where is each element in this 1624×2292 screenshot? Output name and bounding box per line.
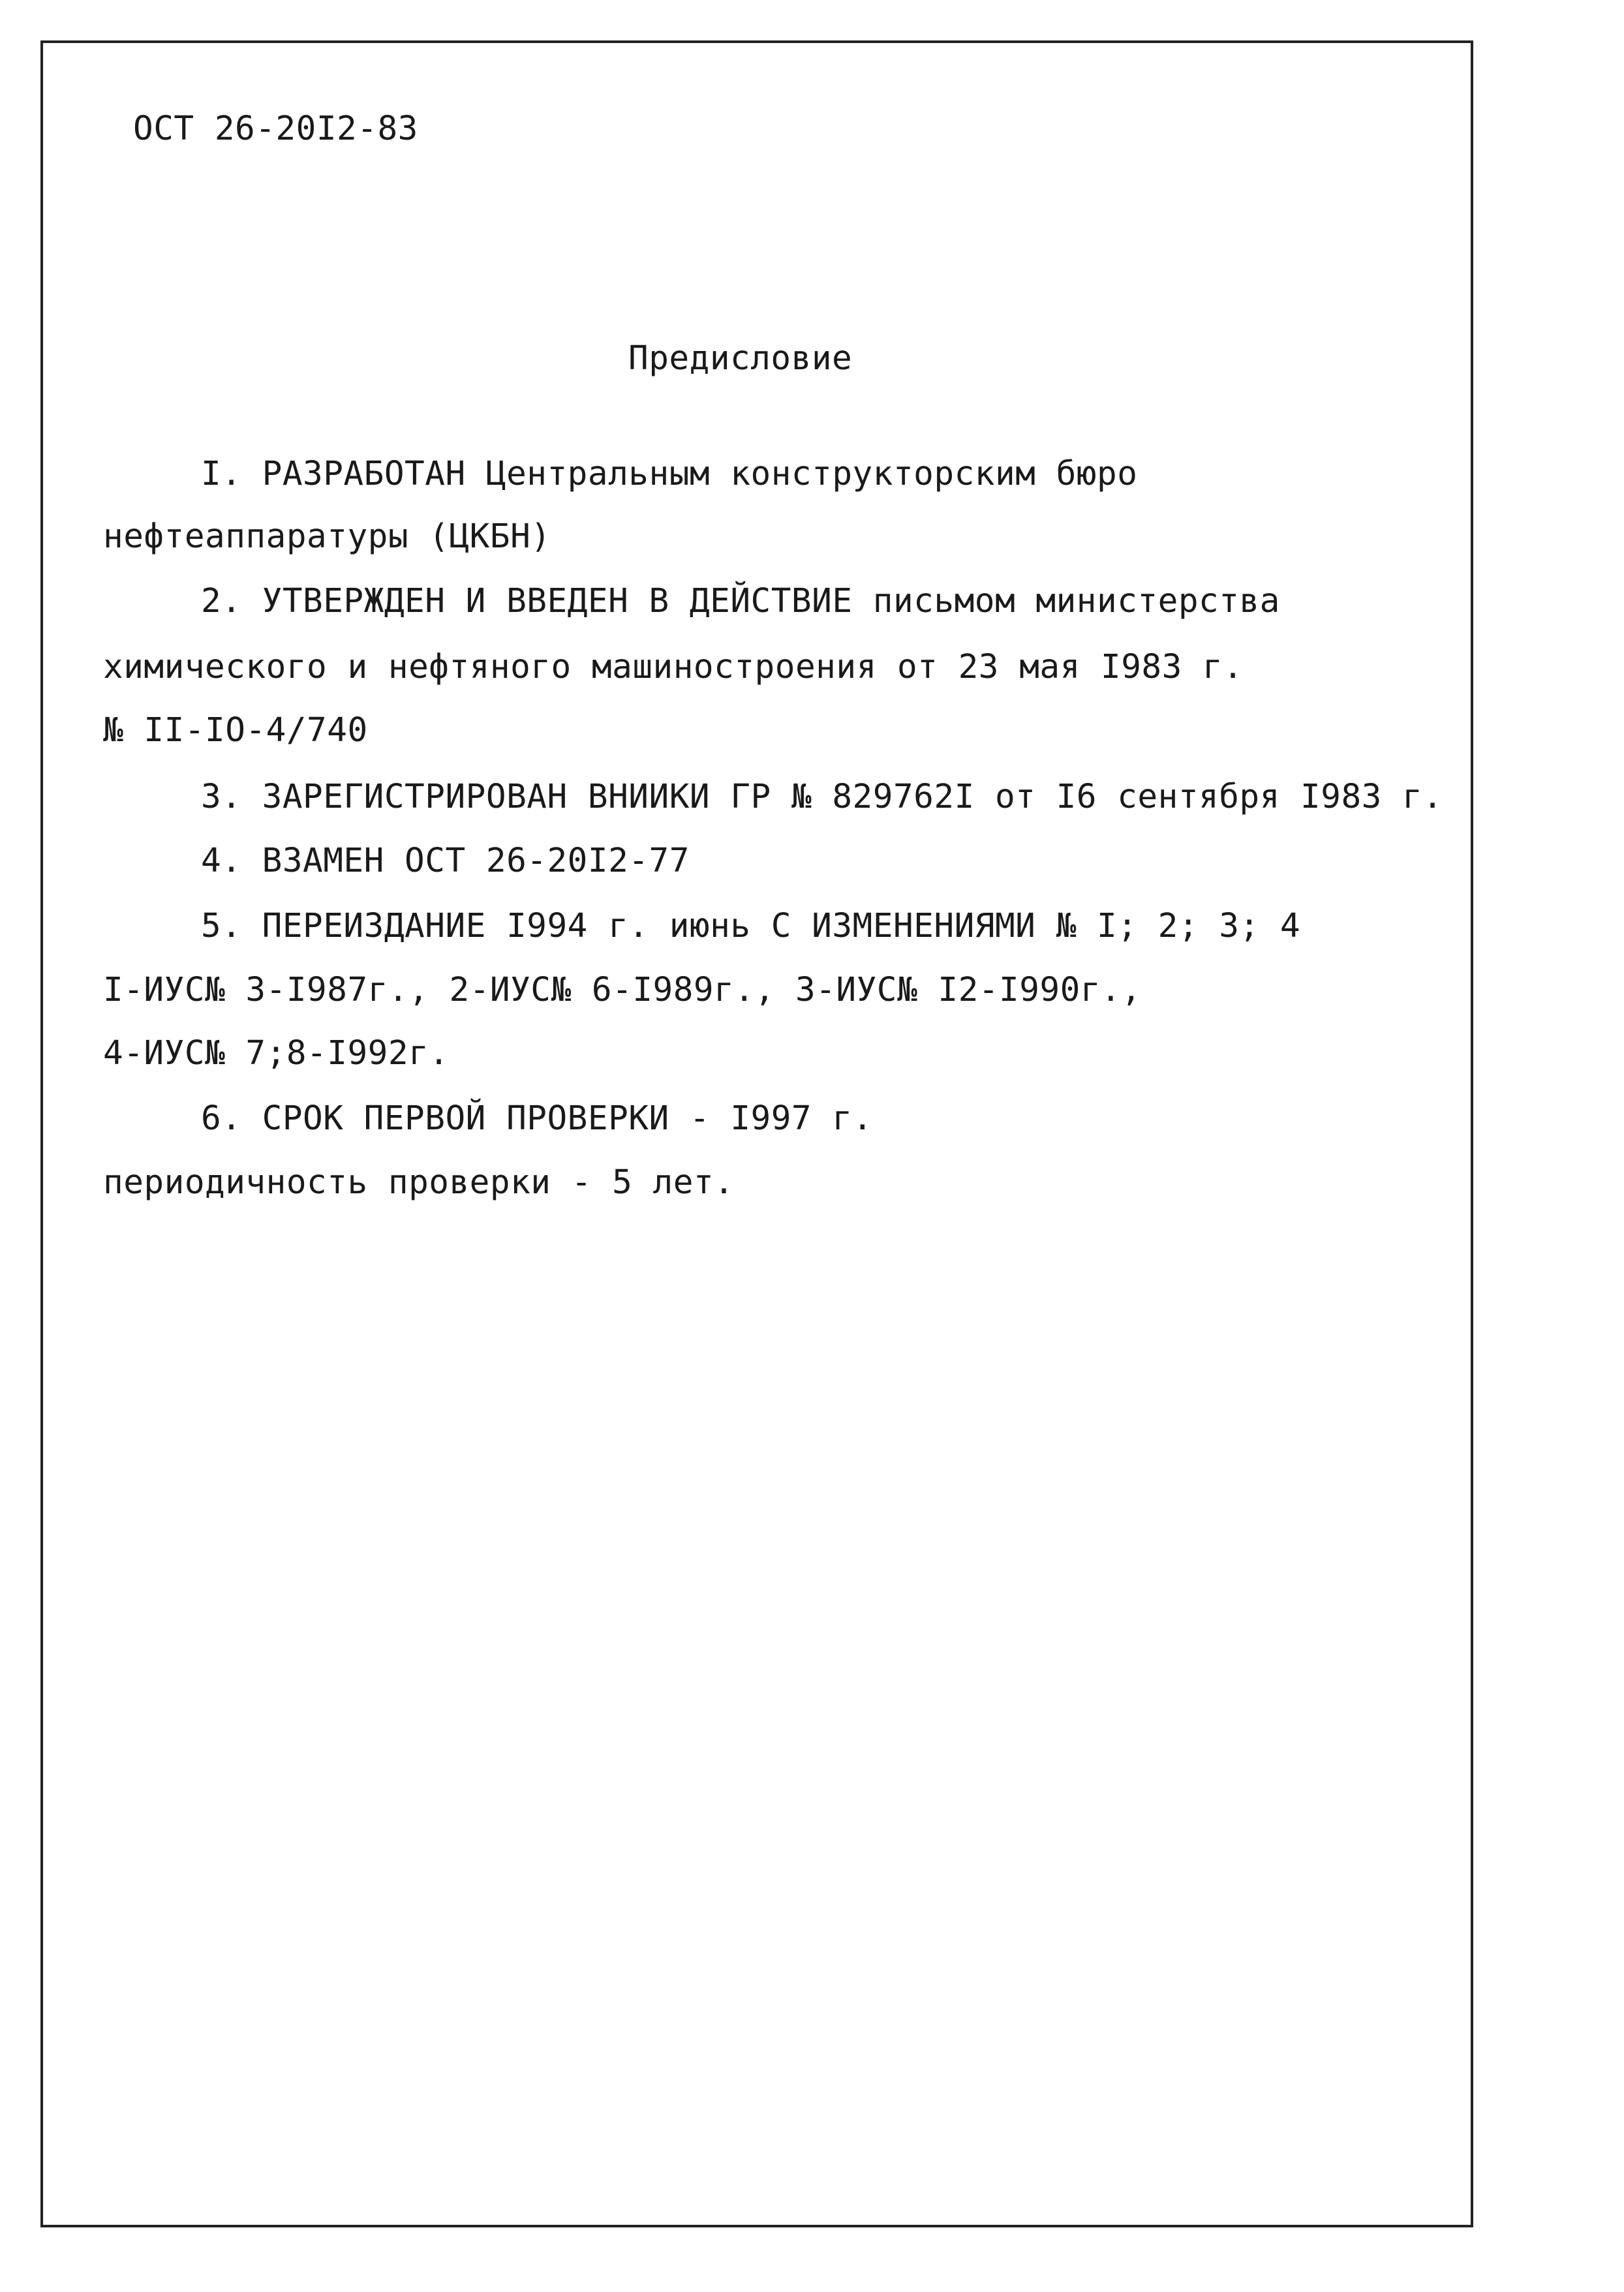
foreword-item-5: 5. ПЕРЕИЗДАНИЕ I994 г. июнь С ИЗМЕНЕНИЯМИ № I; 2; 3; 4 [201,907,1301,945]
foreword-item-2: 2. УТВЕРЖДЕН И ВВЕДЕН В ДЕЙСТВИЕ письмом министерства [201,582,1280,620]
foreword-item-4: 4. ВЗАМЕН ОСТ 26-20I2-77 [201,842,690,880]
page-title: Предисловие [628,339,853,378]
foreword-item-1: I. РАЗРАБОТАН Центральным конструкторским бюро [201,455,1138,493]
foreword-item-6: 6. СРОК ПЕРВОЙ ПРОВЕРКИ - I997 г. [201,1099,873,1138]
foreword-item-1-continuation: нефтеаппаратуры (ЦКБН) [103,517,551,556]
foreword-item-5-changes-continuation: 4-ИУС№ 7;8-I992г. [103,1034,450,1073]
foreword-item-5-changes: I-ИУС№ 3-I987г., 2-ИУС№ 6-I989г., 3-ИУС№ I2-I990г., [103,971,1142,1009]
foreword-item-2-number: № II-IO-4/740 [103,711,368,750]
foreword-item-3: 3. ЗАРЕГИСТРИРОВАН ВНИИКИ ГР № 829762I от I6 сентября I983 г. [201,778,1443,816]
foreword-item-2-continuation: химического и нефтяного машиностроения от 23 мая I983 г. [103,648,1244,686]
document-code: ОСТ 26-20I2-83 [133,110,418,148]
foreword-item-6-continuation: периодичность проверки - 5 лет. [103,1163,735,1202]
